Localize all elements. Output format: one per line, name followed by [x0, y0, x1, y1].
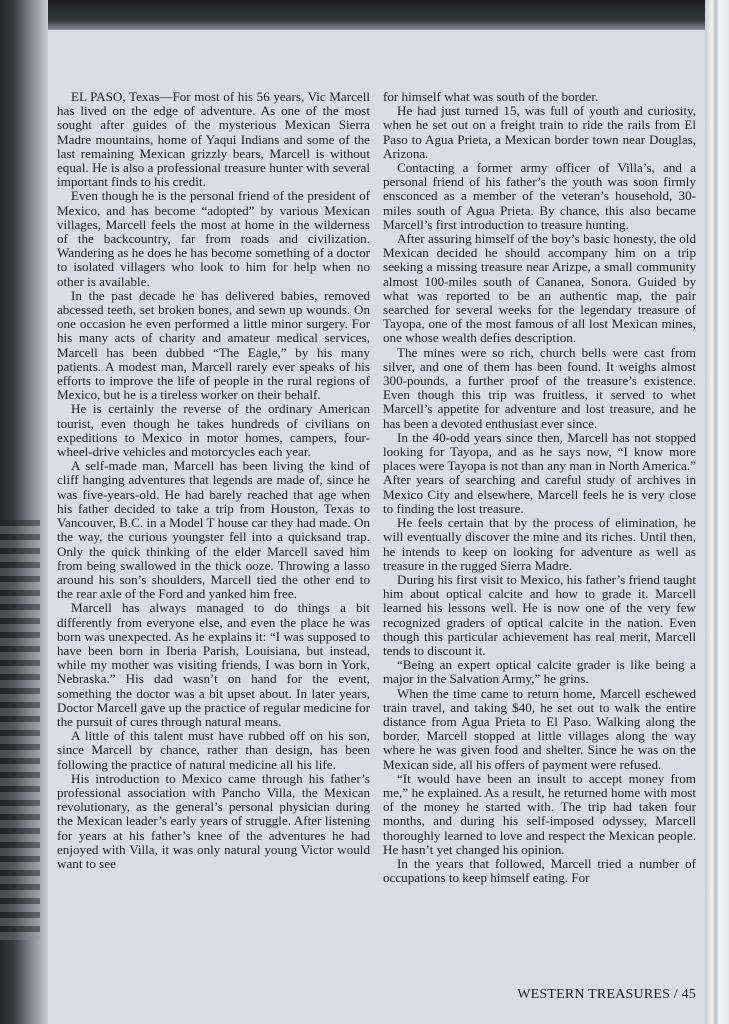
- scan-left-edge: [0, 0, 48, 1024]
- paragraph: He is certainly the reverse of the ordinary American tourist, even though he takes hundreds of civilians on expeditions to Mexico in motor homes, campers, four-wheel-drive vehicles and motorcycles each year.: [57, 401, 370, 460]
- paragraph: Contacting a former army officer of Villa’s, and a personal friend of his father’s the youth was soon firmly ensconced as a member of the veteran’s household, 30-miles south of Agua Prieta. By chance, this also became Marcell’s first introduction to treasure hunting.: [383, 160, 696, 232]
- page-folio: WESTERN TREASURES / 45: [517, 987, 696, 1002]
- paragraph-continuation: for himself what was south of the border.: [383, 89, 599, 104]
- paragraph: “It would have been an insult to accept money from me,” he explained. As a result, he returned home with most of the money he started with. The trip had taken four months, and during his self-imposed odyssey, Marcell thoroughly learned to love and respect the Mexican people. He hasn’t yet changed his opinion.: [383, 770, 696, 857]
- paragraph: In the past decade he has delivered babies, removed abcessed teeth, set broken bones, and sewn up wounds. On one occasion he even performed a little minor surgery. For his many acts of charity and amateur medical services, Marcell has been dubbed “The Eagle,” by his many patients. A modest man, Marcell rarely ever speaks of his efforts to improve the life of people in the rural regions of Mexico, but he is a tireless worker on their behalf.: [57, 287, 370, 403]
- paragraph: His introduction to Mexico came through his father’s professional association with Pancho Villa, the Mexican revolutionary, as the general’s personal physician during the Mexican leader’s early years of struggle. After listening for years at his father’s knee of the adventures he had enjoyed with Villa, it was only natural young Victor would want to see: [57, 770, 370, 871]
- paragraph: When the time came to return home, Marcell eschewed train travel, and taking $40, he set out to walk the entire distance from Agua Prieta to El Paso. Walking along the border, Marcell stopped at little villages along the way where he was given food and shelter. Since he was on the Mexican side, all his offers of payment were refused.: [383, 685, 696, 772]
- paragraph: A self-made man, Marcell has been living the kind of cliff hanging adventures that legends are made of, since he was five-years-old. He had barely reached that age when his father decided to take a trip from Houston, Texas to Vancouver, B.C. in a Model T house car they had made. On the way, the curious youngster fell into a quicksand trap. Only the quick thinking of the elder Marcell saved him from being swallowed in the thick ooze. Throwing a lasso around his son’s shoulders, Marcell tied the other end to the rear axle of the Ford and yanked him free.: [57, 458, 370, 602]
- paragraph: In the 40-odd years since then, Marcell has not stopped looking for Tayopa, and as he says now, “I know more places were Tayopa is not than any man in North America.” After years of searching and careful study of archives in Mexico City and elsewhere, Marcell feels he is very close to finding the lost treasure.: [383, 429, 696, 516]
- paragraph: Even though he is the personal friend of the president of Mexico, and has become “adopted” by various Mexican villages, Marcell feels the most at home in the wilderness of the backcountry, far from roads and civilization. Wandering as he does he has become something of a doctor to isolated villagers who look to him for help when no other is available.: [57, 188, 370, 289]
- paragraph: In the years that followed, Marcell tried a number of occupations to keep himself eating. For: [383, 855, 696, 886]
- paragraph: A little of this talent must have rubbed off on his son, since Marcell by chance, rather than design, has been following the practice of natural medicine all his life.: [57, 728, 370, 772]
- paragraph: EL PASO, Texas—For most of his 56 years, Vic Marcell has lived on the edge of adventure. As one of the most sought after guides of the mysterious Mexican Sierra Madre mountains, home of Yaqui Indians and some of the last remaining Mexican grizzly bears, Marcell is without equal. He is also a professional treasure hunter with several important finds to his credit.: [57, 89, 370, 190]
- article-column-left: [57, 90, 370, 871]
- page-edge-right: [705, 0, 729, 1024]
- scan-top-edge: [0, 0, 729, 30]
- paragraph: “Being an expert optical calcite grader is like being a major in the Salvation Army,” he grins.: [383, 657, 696, 687]
- paragraph: Marcell has always managed to do things a bit differently from everyone else, and even the place he was born was unexpected. As he explains it: “I was supposed to have been born in Iberia Parish, Louisiana, but instead, while my mother was visiting friends, I was born in York, Nebraska.” His dad wasn’t on hand for the event, something the doctor was a bit upset about. In later years, Doctor Marcell gave up the practice of regular medicine for the pursuit of cures through natural means.: [57, 600, 371, 729]
- paragraph: He had just turned 15, was full of youth and curiosity, when he set out on a freight train to ride the rails from El Paso to Agua Prieta, a Mexican border town near Douglas, Arizona.: [383, 103, 696, 161]
- paragraph: He feels certain that by the process of elimination, he will eventually discover the mine and its riches. Until then, he intends to keep on looking for adventure as well as treasure in the rugged Sierra Madre.: [383, 515, 696, 573]
- paragraph: During his first visit to Mexico, his father’s friend taught him about optical calcite and how to grade it. Marcell learned his lessons well. He is now one of the very few recognized graders of optical calcite in the nation. Even though this particular achievement has real merit, Marcell tends to discount it.: [383, 571, 696, 658]
- paragraph: The mines were so rich, church bells were cast from silver, and one of them has been found. It weighs almost 300-pounds, a further proof of the treasure’s existence. Even though this trip was fruitless, it served to whet Marcell’s appetite for adventure and lost treasure, and he has been a devoted enthusiast ever since.: [383, 344, 696, 431]
- paragraph: After assuring himself of the boy’s basic honesty, the old Mexican decided he should accompany him on a trip seeking a missing treasure near Arizpe, a small community almost 100-miles south of Cananea, Sonora. Guided by what was reported to be an authentic map, the pair searched for several weeks for the legendary treasure of Tayopa, one of the most famous of all lost Mexican mines, one whose wealth defies description.: [383, 231, 696, 346]
- article-column-right: [383, 90, 696, 885]
